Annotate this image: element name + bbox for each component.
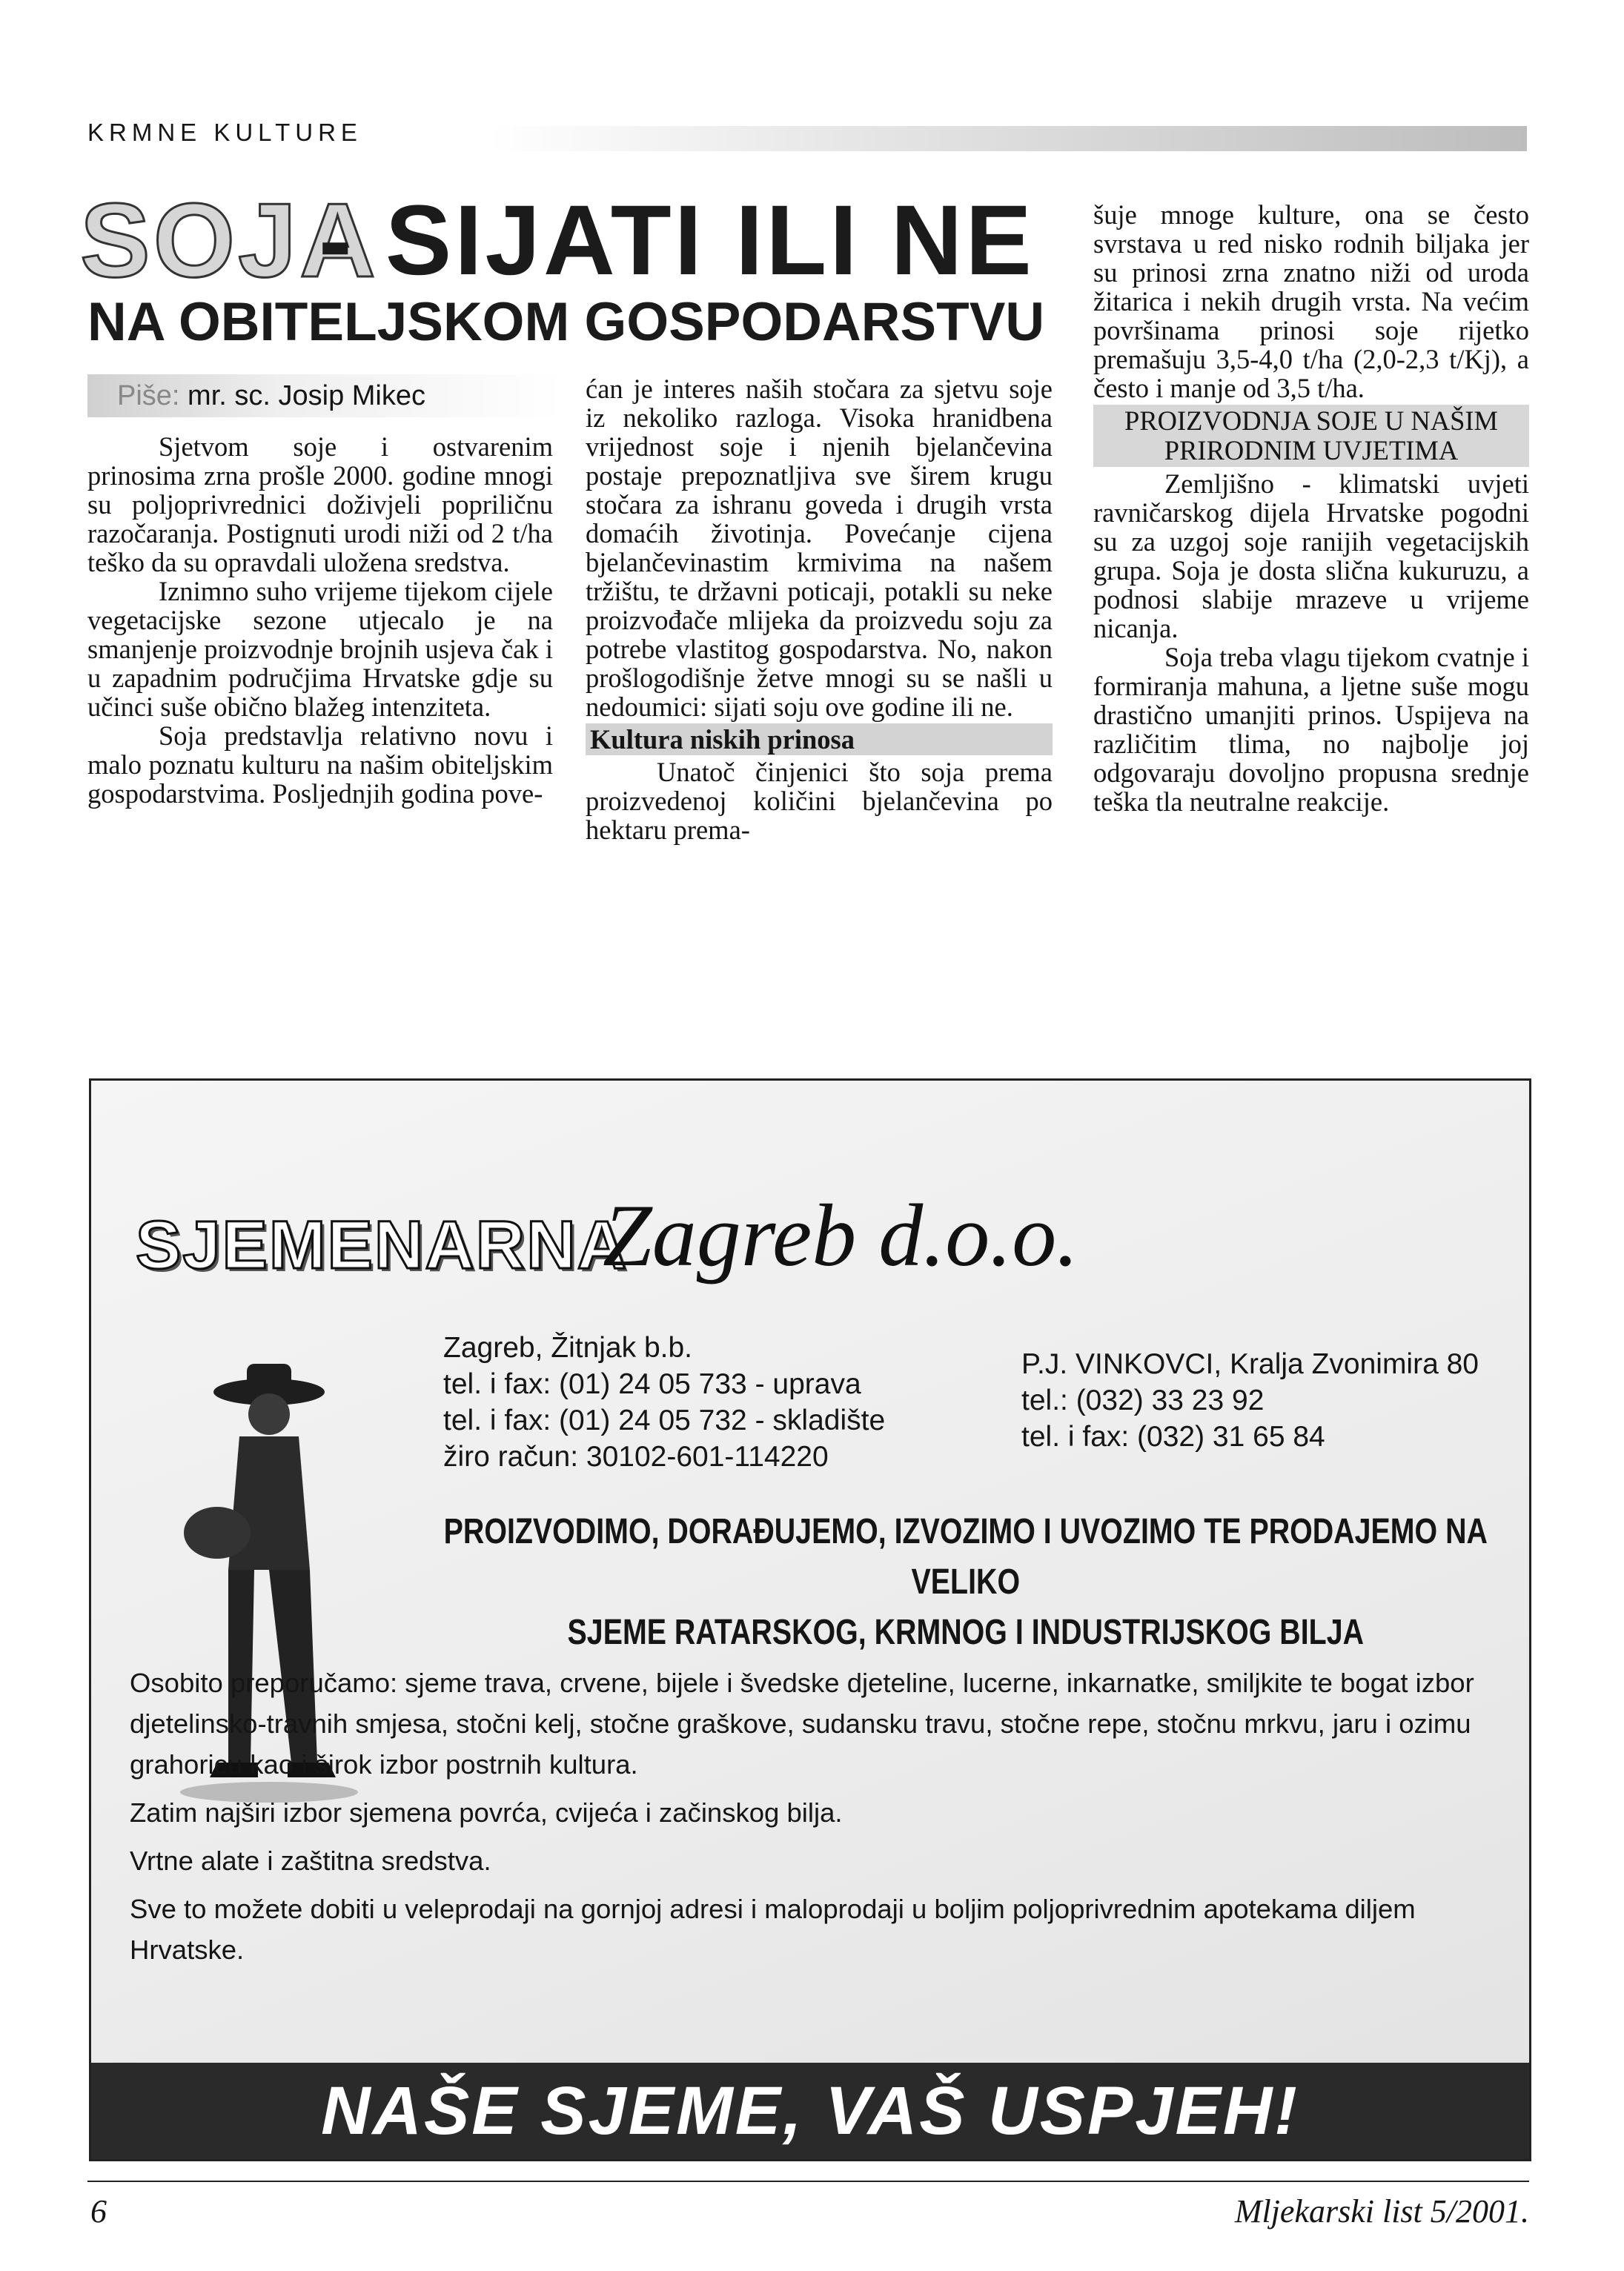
ad-paragraph: Zatim najširi izbor sjemena povrća, cvijeća i začinskog bilja. [130, 1797, 843, 1828]
paragraph: Iznimno suho vrijeme tijekom cijele vegetacijske sezone utjecalo je na smanjenje proizvodnje brojnih usjeva čak i u zapadnim područjima Hrvatske gdje su učinci suše obično blažeg intenziteta. [87, 576, 553, 722]
article-title-main: SOJA [80, 182, 379, 299]
journal-reference: Mljekarski list 5/2001. [1234, 2193, 1529, 2229]
section-label: KRMNE KULTURE [87, 119, 362, 146]
ad-slogan-line: SJEME RATARSKOG, KRMNOG I INDUSTRIJSKOG BILJA [567, 1613, 1365, 1652]
byline [87, 374, 562, 417]
ad-body-text [130, 1662, 1523, 1977]
ad-company-script: Zagreb d.o.o. [603, 1186, 1079, 1284]
paragraph: Unatoč činjenici što soja prema proizvedenoj količini bjelančevina po hektaru prema- [586, 757, 1053, 845]
ad-brand-name: SJEMENARNA [136, 1207, 629, 1283]
paragraph: ćan je interes naših stočara za sjetvu soje iz nekoliko razloga. Visoka hranidbena vrijednost soje i njenih bjelančevina postaje prepoznatljiva sve širem krugu stočara za ishranu goveda i drugih vrsta domaćih životinja. Povećanje cijena bjelančevinastim krmivima na našem tržištu, te državni poticaji, potakli su neke proizvođače mlijeka da proizvedu soju za potrebe vlastitog gospodarstva. No, nakon prošlogodišnje žetve mnogi su se našli u nedoumici: sijati soju ove godine ili ne. [586, 374, 1053, 722]
contact-line: tel. i fax: (032) 31 65 84 [1021, 1421, 1325, 1453]
paragraph: Zemljišno - klimatski uvjeti ravničarskog dijela Hrvatske pogodni su za uzgoj soje ranijih vegetacijskih grupa. Soja je dosta slična kukuruzu, a podnosi slabije mrazeve u vrijeme nicanja. [1093, 468, 1529, 643]
article-column-1 [87, 432, 553, 808]
byline-prefix: Piše: [117, 380, 180, 411]
ad-contact-zagreb [443, 1330, 885, 1475]
contact-line: Zagreb, Žitnjak b.b. [443, 1332, 692, 1364]
header-gradient-bar [489, 126, 1527, 151]
contact-line: žiro račun: 30102-601-114220 [443, 1441, 829, 1473]
contact-line: tel. i fax: (01) 24 05 732 - skladište [443, 1405, 886, 1436]
byline-author: mr. sc. Josip Mikec [188, 380, 425, 411]
ad-paragraph: Sve to možete dobiti u veleprodaji na gornjoj adresi i maloprodaji u boljim poljoprivrednim apotekama diljem Hrvatske. [130, 1894, 1416, 1965]
ad-paragraph: Osobito preporučamo: sjeme trava, crvene, bijele i švedske djeteline, lucerne, inkarnatke, smiljkite te bogat izbor djetelinsko-travnih smjesa, stočni kelj, stočne graškove, sudansku travu, stočne repe, stočnu mrkvu, jaru i ozimu grahoricu kao i širok izbor postrnih kultura. [130, 1668, 1474, 1780]
ad-slogan-line: PROIZVODIMO, DORAĐUJEMO, IZVOZIMO I UVOZIMO TE PRODAJEMO NA VELIKO [443, 1512, 1488, 1602]
article-title-question: - SIJATI ILI NE [319, 185, 1035, 296]
ad-paragraph: Vrtne alate i zaštitna sredstva. [130, 1846, 491, 1876]
ad-banner-slogan: NAŠE SJEME, VAŠ USPJEH! [91, 2063, 1529, 2159]
paragraph: šuje mnoge kulture, ona se često svrstava u red nisko rodnih biljaka jer su prinosi zrna znatno niži od uroda žitarica i nekih drugih vrsta. Na većim površinama prinosi soje rijetko premašuju 3,5-4,0 t/ha (2,0-2,3 t/Kj), a često i manje od 3,5 t/ha. [1093, 199, 1529, 403]
advertisement [89, 1078, 1531, 2161]
paragraph: Sjetvom soje i ostvarenim prinosima zrna prošle 2000. godine mnogi su poljoprivrednici doživjeli popriličnu razočaranja. Postignuti urodi niži od 2 t/ha teško da su opravdali uložena sredstva. [87, 431, 553, 577]
footer-divider [87, 2181, 1529, 2182]
article-column-3 [1093, 200, 1529, 816]
ad-contact-vinkovci [1021, 1346, 1479, 1455]
paragraph: Soja treba vlagu tijekom cvatnje i formiranja mahuna, a ljetne suše mogu drastično umanjiti prinos. Uspijeva na različitim tlima, no najbolje joj odgovaraju dovoljno propusna srednje teška tla neutralne reakcije. [1093, 642, 1529, 817]
article-subtitle: NA OBITELJSKOM GOSPODARSTVU [87, 292, 1045, 352]
subheading-low-yield: Kultura niskih prinosa [586, 723, 1053, 755]
article-column-2 [586, 374, 1053, 844]
page-number: 6 [90, 2193, 107, 2229]
contact-line: tel. i fax: (01) 24 05 733 - uprava [443, 1368, 861, 1400]
ad-slogan [425, 1507, 1507, 1658]
contact-line: tel.: (032) 33 23 92 [1021, 1385, 1265, 1416]
paragraph: Soja predstavlja relativno novu i malo poznatu kulturu na našim obiteljskim gospodarstvima. Posljednjih godina pove- [87, 720, 553, 809]
contact-line: P.J. VINKOVCI, Kralja Zvonimira 80 [1021, 1348, 1479, 1380]
subheading-production-conditions: PROIZVODNJA SOJE U NAŠIM PRIRODNIM UVJETIMA [1093, 405, 1529, 467]
